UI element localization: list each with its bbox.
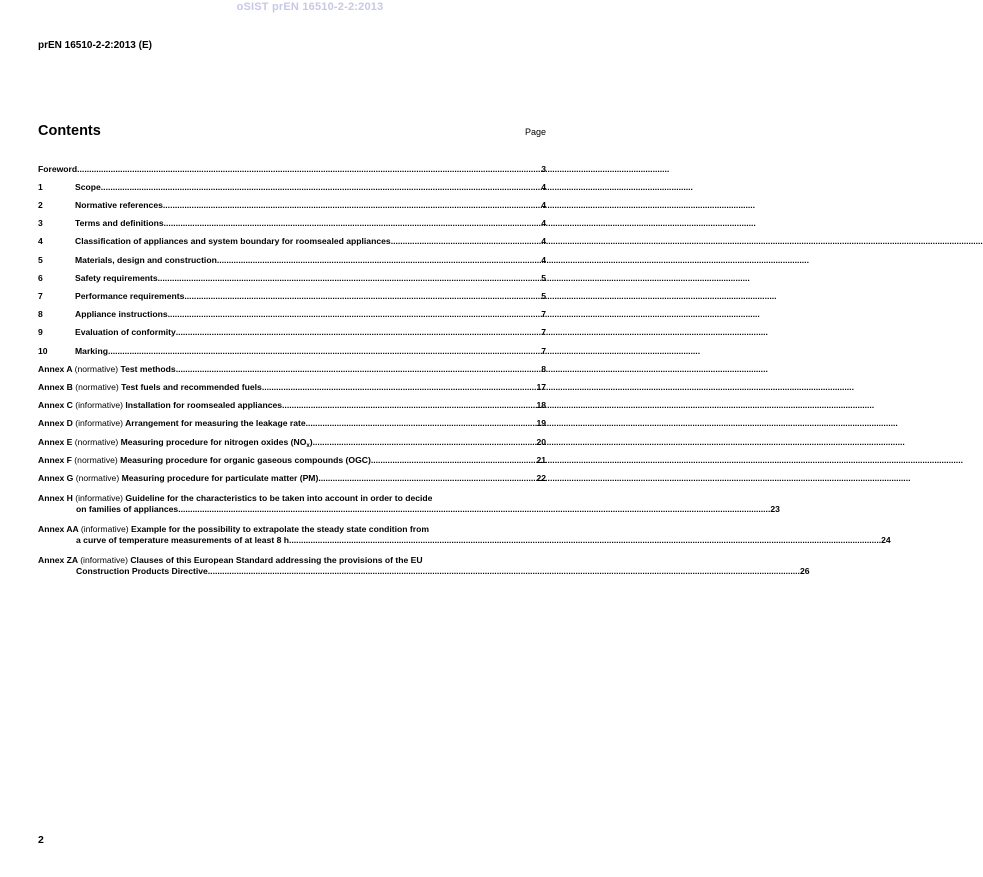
toc-entry-title-line2: a curve of temperature measurements of at least 8 h	[76, 534, 290, 545]
annex-title: Measuring procedure for nitrogen oxides (NO	[120, 436, 307, 447]
toc-entry-title: Materials, design and construction	[75, 254, 217, 265]
toc-entry-title: Terms and definitions	[75, 218, 164, 229]
toc-entry-title-line2-row	[38, 504, 780, 515]
toc-entry-page: 7	[541, 327, 546, 338]
toc-entry-title: Foreword	[38, 163, 78, 174]
toc-entry-annex[interactable]	[38, 374, 546, 392]
toc-entry-clause[interactable]	[38, 192, 546, 210]
dot-leader	[262, 382, 537, 393]
toc-entry-page: 22	[536, 472, 546, 483]
toc-entry-annex[interactable]	[38, 356, 546, 374]
dot-leader	[178, 504, 770, 515]
annex-kind: (informative)	[75, 493, 124, 504]
toc-entry-body	[75, 291, 546, 302]
document-id: prEN 16510-2-2:2013 (E)	[38, 40, 152, 51]
dot-leader	[108, 346, 541, 357]
toc-entry-page: 5	[541, 272, 546, 283]
toc-entry-annex[interactable]	[38, 545, 810, 576]
toc-entry-body	[75, 255, 546, 266]
toc-entry-page: 4	[541, 254, 546, 265]
toc-entry-title: Evaluation of conformity	[75, 327, 176, 338]
clause-number: 7	[38, 291, 43, 301]
toc-entry-foreword[interactable]	[38, 156, 546, 174]
toc-entry-body	[38, 418, 546, 429]
dot-leader	[164, 218, 542, 229]
dot-leader	[282, 400, 536, 411]
annex-title: Test methods	[120, 363, 176, 374]
toc-entry-title: Performance requirements	[75, 291, 185, 301]
toc-entry-body	[75, 218, 546, 229]
annex-label: Annex A	[38, 363, 73, 374]
toc-entry-title: Appliance instructions	[75, 309, 168, 320]
annex-kind: (normative)	[74, 454, 118, 465]
toc-entry-title-line2: on families of appliances	[76, 503, 179, 514]
toc-entry-body	[75, 200, 546, 211]
clause-number: 3	[38, 218, 43, 229]
dot-leader	[306, 418, 537, 429]
toc-entry-page: 17	[536, 381, 546, 392]
annex-kind: (informative)	[80, 524, 129, 535]
dot-leader	[371, 455, 537, 466]
toc-entry-page: 4	[541, 218, 546, 229]
annex-kind: (normative)	[74, 363, 119, 374]
dot-leader	[289, 535, 881, 546]
annex-kind: (informative)	[75, 418, 124, 429]
toc-entry-body	[38, 473, 546, 484]
toc-entry-title	[38, 455, 371, 466]
toc-entry-title	[38, 400, 282, 411]
annex-title: Installation for roomsealed appliances	[125, 400, 283, 411]
toc-entry-clause[interactable]	[38, 302, 546, 320]
dot-leader	[176, 364, 542, 375]
toc-entry-title-line1	[38, 524, 891, 535]
toc-entry-body	[38, 437, 546, 448]
contents-heading: Contents	[38, 123, 101, 139]
toc-entry-page: 19	[536, 418, 546, 429]
toc-entry-page: 20	[536, 436, 546, 447]
toc-entry-page: 4	[541, 236, 546, 247]
annex-kind: (informative)	[75, 400, 124, 411]
toc-entry-title	[38, 437, 313, 448]
page-column-label: Page	[524, 127, 546, 137]
toc-entry-page: 21	[536, 454, 546, 465]
annex-title: Measuring procedure for organic gaseous compounds (OGC)	[120, 454, 371, 465]
annex-title: Example for the possibility to extrapolate the steady state condition from	[130, 524, 429, 535]
annex-label: Annex H	[38, 493, 73, 504]
annex-label: Annex AA	[38, 524, 79, 535]
clause-number: 8	[38, 309, 43, 320]
toc-entry-title-line1	[38, 555, 810, 566]
toc-entry-page: 7	[541, 309, 546, 320]
dot-leader	[391, 236, 542, 247]
clause-number: 4	[38, 236, 43, 247]
annex-kind: (normative)	[75, 472, 120, 483]
toc-entry-body	[38, 164, 546, 175]
annex-title-end: )	[309, 436, 313, 447]
annex-label: Annex B	[38, 381, 73, 392]
toc-entry-annex[interactable]	[38, 514, 891, 545]
toc-entry-clause[interactable]	[38, 211, 546, 229]
toc-entry-page: 8	[541, 363, 546, 374]
toc-entry-clause[interactable]	[38, 265, 546, 283]
toc-entry-page: 4	[541, 181, 546, 192]
toc-entry-page: 3	[541, 163, 546, 174]
toc-entry-page: 5	[541, 291, 546, 301]
toc-entry-annex[interactable]	[38, 429, 546, 447]
toc-entry-body	[75, 273, 546, 284]
dot-leader	[163, 200, 541, 211]
toc-entry-clause[interactable]	[38, 320, 546, 338]
toc-entry-annex[interactable]	[38, 447, 546, 465]
toc-entry-body	[38, 400, 546, 411]
toc-entry-title	[38, 418, 306, 429]
dot-leader	[176, 327, 541, 338]
toc-entry-page: 23	[770, 503, 780, 514]
annex-label: Annex G	[38, 472, 74, 483]
annex-title: Guideline for the characteristics to be taken into account in order to decide	[125, 493, 433, 504]
dot-leader	[168, 309, 542, 320]
annex-title: Clauses of this European Standard addressing the provisions of the EU	[130, 555, 423, 566]
toc-entry-title: Scope	[75, 181, 101, 192]
toc-entry-clause[interactable]	[38, 174, 546, 192]
toc-entry-annex[interactable]	[38, 392, 546, 410]
clause-number: 6	[38, 272, 43, 283]
toc-entry-page: 24	[881, 534, 891, 545]
toc-entry-clause[interactable]	[38, 338, 546, 356]
toc-entry-title: Marking	[75, 345, 108, 356]
clause-number: 9	[38, 327, 43, 338]
toc-entry-body	[75, 309, 546, 320]
dot-leader	[158, 273, 542, 284]
dot-leader	[217, 255, 541, 266]
toc-entry-title: Classification of appliances and system boundary for roomsealed appliances	[75, 236, 391, 247]
toc-entry-title	[38, 364, 176, 375]
dot-leader	[208, 566, 800, 577]
toc-entry-title-line2-row	[38, 566, 810, 577]
toc-entry-title-line2: Construction Products Directive	[76, 565, 208, 576]
clause-number: 5	[38, 254, 43, 265]
toc-entry-page: 26	[799, 565, 810, 576]
dot-leader	[184, 291, 541, 302]
clause-number: 10	[38, 345, 48, 356]
toc-entry-body	[75, 182, 546, 193]
toc-entry-title-line2-row	[38, 535, 891, 546]
toc-entry-body	[38, 493, 780, 514]
toc-entry-body	[75, 327, 546, 338]
dot-leader	[313, 437, 537, 448]
annex-kind: (normative)	[74, 436, 119, 447]
toc-entry-clause[interactable]	[38, 229, 546, 247]
toc-entry-body	[38, 455, 546, 466]
dot-leader	[101, 182, 541, 193]
toc-entry-title-line1	[38, 493, 780, 504]
toc-entry-annex[interactable]	[38, 483, 780, 514]
annex-label: Annex ZA	[38, 555, 78, 566]
toc-entry-title: Safety requirements	[75, 272, 158, 283]
annex-title: Arrangement for measuring the leakage rate	[125, 418, 306, 429]
toc-entry-page: 7	[541, 345, 546, 356]
toc-entry-clause[interactable]	[38, 283, 546, 301]
toc-entry-page: 18	[536, 400, 546, 411]
toc-entry-body	[38, 555, 810, 576]
table-of-contents	[38, 156, 891, 576]
toc-entry-body	[38, 524, 891, 545]
annex-label: Annex F	[38, 454, 72, 465]
annex-title: Measuring procedure for particulate matter (PM)	[121, 472, 319, 483]
toc-entry-annex[interactable]	[38, 411, 546, 429]
annex-label: Annex C	[38, 400, 73, 411]
dot-leader	[77, 164, 541, 175]
annex-title-subscript: x	[306, 442, 310, 449]
annex-kind: (normative)	[75, 381, 119, 392]
toc-entry-clause[interactable]	[38, 247, 546, 265]
toc-entry-annex[interactable]	[38, 465, 546, 483]
toc-entry-body	[38, 364, 546, 375]
annex-kind: (informative)	[80, 555, 128, 566]
page-number: 2	[38, 834, 44, 846]
annex-label: Annex E	[38, 436, 73, 447]
dot-leader	[318, 473, 536, 484]
toc-entry-title: Normative references	[75, 200, 163, 211]
toc-entry-body	[38, 382, 546, 393]
annex-title: Test fuels and recommended fuels	[121, 381, 262, 392]
clause-number: 1	[38, 181, 43, 192]
toc-entry-page: 4	[541, 200, 546, 211]
toc-entry-body	[75, 346, 546, 357]
clause-number: 2	[38, 200, 43, 211]
toc-entry-body	[75, 236, 546, 247]
toc-entry-title	[38, 473, 318, 484]
annex-label: Annex D	[38, 418, 73, 429]
toc-entry-title	[38, 382, 262, 393]
watermark: oSIST prEN 16510-2-2:2013	[236, 1, 384, 13]
